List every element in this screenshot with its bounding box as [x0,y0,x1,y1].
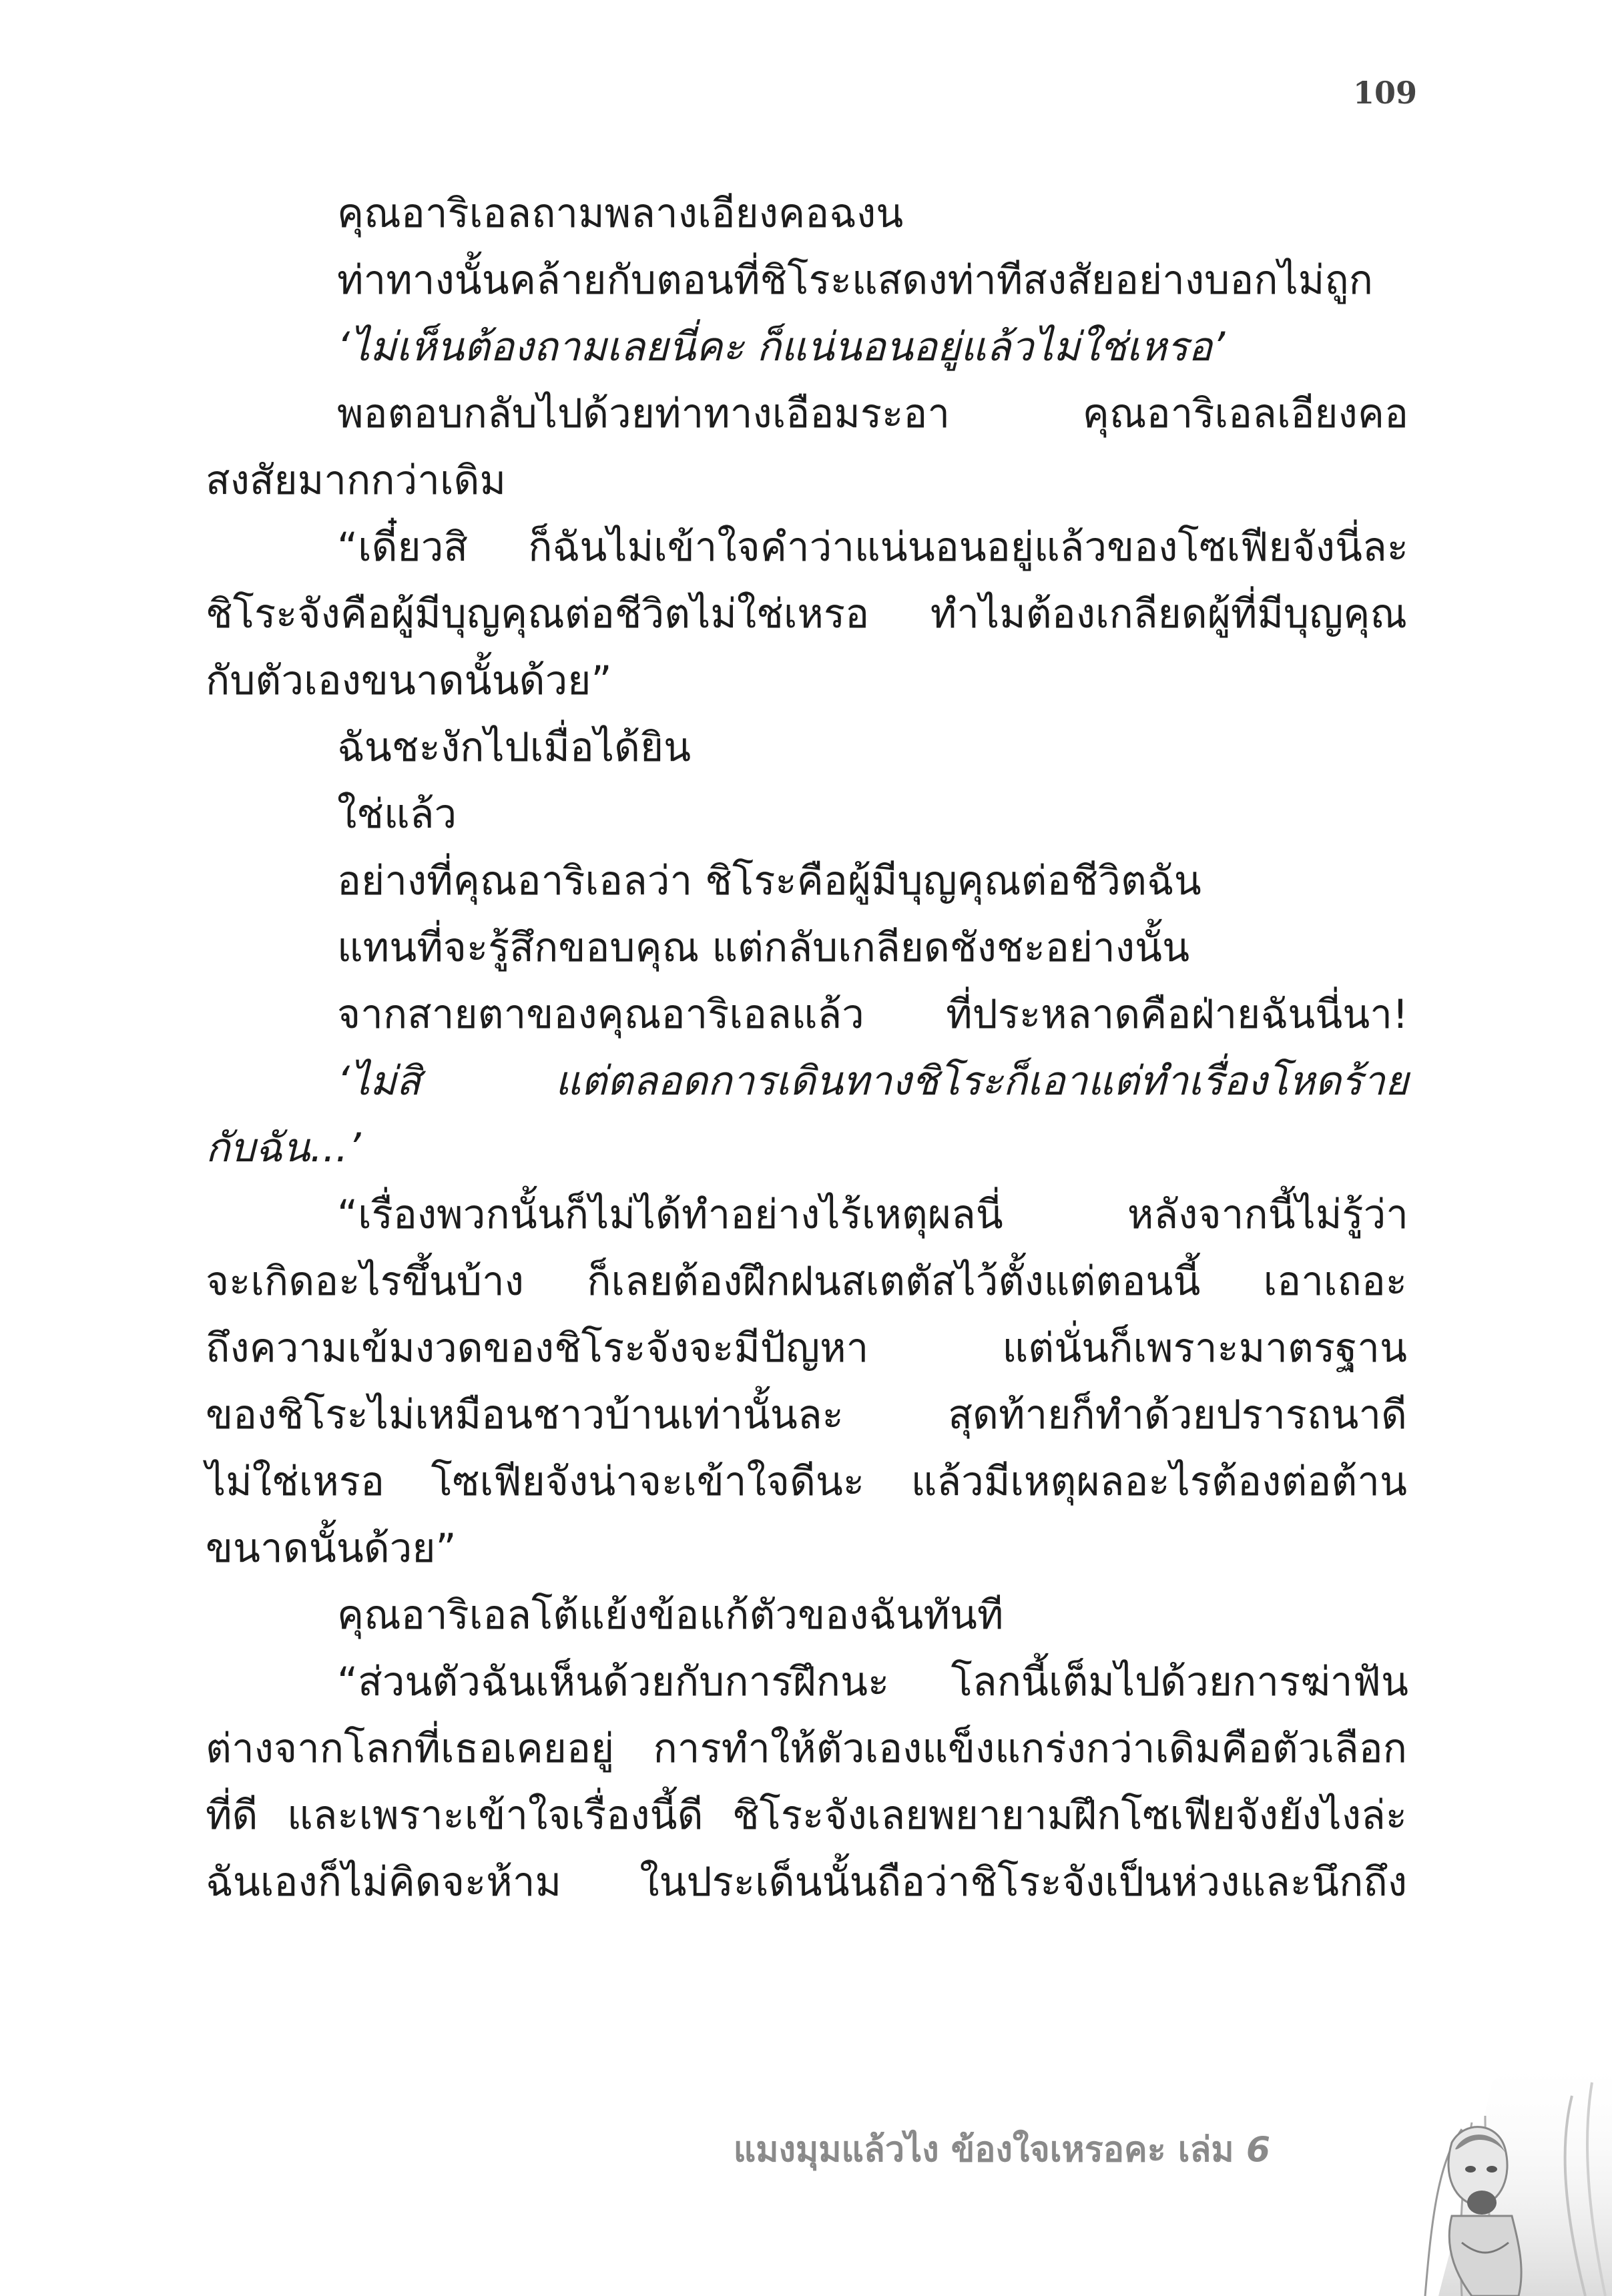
text-line: ที่ดี และเพราะเข้าใจเรื่องนี้ดี ชิโระจังเลยพยายามฝึกโซเฟียจังยังไงล่ะ [206,1792,1407,1839]
text-line: ชิโระจังคือผู้มีบุญคุณต่อชีวิตไม่ใช่เหรอ ทำไมต้องเกลียดผู้ที่มีบุญคุณ [206,591,1407,637]
text-line: ฉันเองก็ไม่คิดจะห้าม ในประเด็นนั้นถือว่าชิโระจังเป็นห่วงและนึกถึง [206,1859,1407,1906]
text-line: ขนาดนั้นด้วย” [206,1525,457,1572]
text-line: ‘ไม่เห็นต้องถามเลยนี่คะ ก็แน่นอนอยู่แล้วไม่ใช่เหรอ’ [337,324,1226,370]
text-line: ต่างจากโลกที่เธอเคยอยู่ การทำให้ตัวเองแข็งแกร่งกว่าเดิมคือตัวเลือก [206,1725,1407,1772]
text-line: แทนที่จะรู้สึกขอบคุณ แต่กลับเกลียดชังชะอย่างนั้น [337,924,1190,971]
text-line: สงสัยมากกว่าเดิม [206,457,506,504]
text-line: พอตอบกลับไปด้วยท่าทางเอือมระอา คุณอาริเอลเอียงคอ [337,390,1408,437]
character-illustration [1318,2042,1612,2296]
text-line: คุณอาริเอลถามพลางเอียงคอฉงน [337,190,904,237]
text-line: คุณอาริเอลโต้แย้งข้อแก้ตัวของฉันทันที [337,1592,1004,1639]
text-line: “เดี๋ยวสิ ก็ฉันไม่เข้าใจคำว่าแน่นอนอยู่แล้วของโซเฟียจังนี่ละ [337,524,1408,571]
page-number: 109 [1352,75,1417,111]
text-line: ท่าทางนั้นคล้ายกับตอนที่ชิโระแสดงท่าทีสงสัยอย่างบอกไม่ถูก [337,257,1374,304]
text-line: กับตัวเองขนาดนั้นด้วย” [206,657,612,704]
text-line: ‘ไม่สิ แต่ตลอดการเดินทางชิโระก็เอาแต่ทำเรื่องโหดร้าย [337,1058,1408,1105]
text-line: จะเกิดอะไรขึ้นบ้าง ก็เลยต้องฝึกฝนสเตตัสไว้ตั้งแต่ตอนนี้ เอาเถอะ [206,1258,1407,1305]
text-line: ไม่ใช่เหรอ โซเฟียจังน่าจะเข้าใจดีนะ แล้วมีเหตุผลอะไรต้องต่อต้าน [206,1458,1407,1505]
text-line: กับฉัน...’ [206,1125,361,1171]
text-line: “เรื่องพวกนั้นก็ไม่ได้ทำอย่างไร้เหตุผลนี่ หลังจากนี้ไม่รู้ว่า [337,1191,1408,1238]
text-line: ถึงความเข้มงวดของชิโระจังจะมีปัญหา แต่นั่นก็เพราะมาตรฐาน [206,1325,1407,1372]
text-line: ใช่แล้ว [337,791,457,838]
text-line: จากสายตาของคุณอาริเอลแล้ว ที่ประหลาดคือฝ่ายฉันนี่นา! [337,991,1408,1038]
running-footer [734,2121,1270,2177]
text-line: “ส่วนตัวฉันเห็นด้วยกับการฝึกนะ โลกนี้เต็มไปด้วยการฆ่าฟัน [337,1659,1408,1705]
footer-volume: 6 [1246,2130,1270,2170]
text-line: อย่างที่คุณอาริเอลว่า ชิโระคือผู้มีบุญคุณต่อชีวิตฉัน [337,858,1201,904]
text-line: ของชิโระไม่เหมือนชาวบ้านเท่านั้นละ สุดท้ายก็ทำด้วยปรารถนาดี [206,1392,1407,1438]
footer-book-title: แมงมุมแล้วไง ข้องใจเหรอคะ เล่ม [733,2130,1234,2170]
text-line: ฉันชะงักไปเมื่อได้ยิน [337,724,692,771]
